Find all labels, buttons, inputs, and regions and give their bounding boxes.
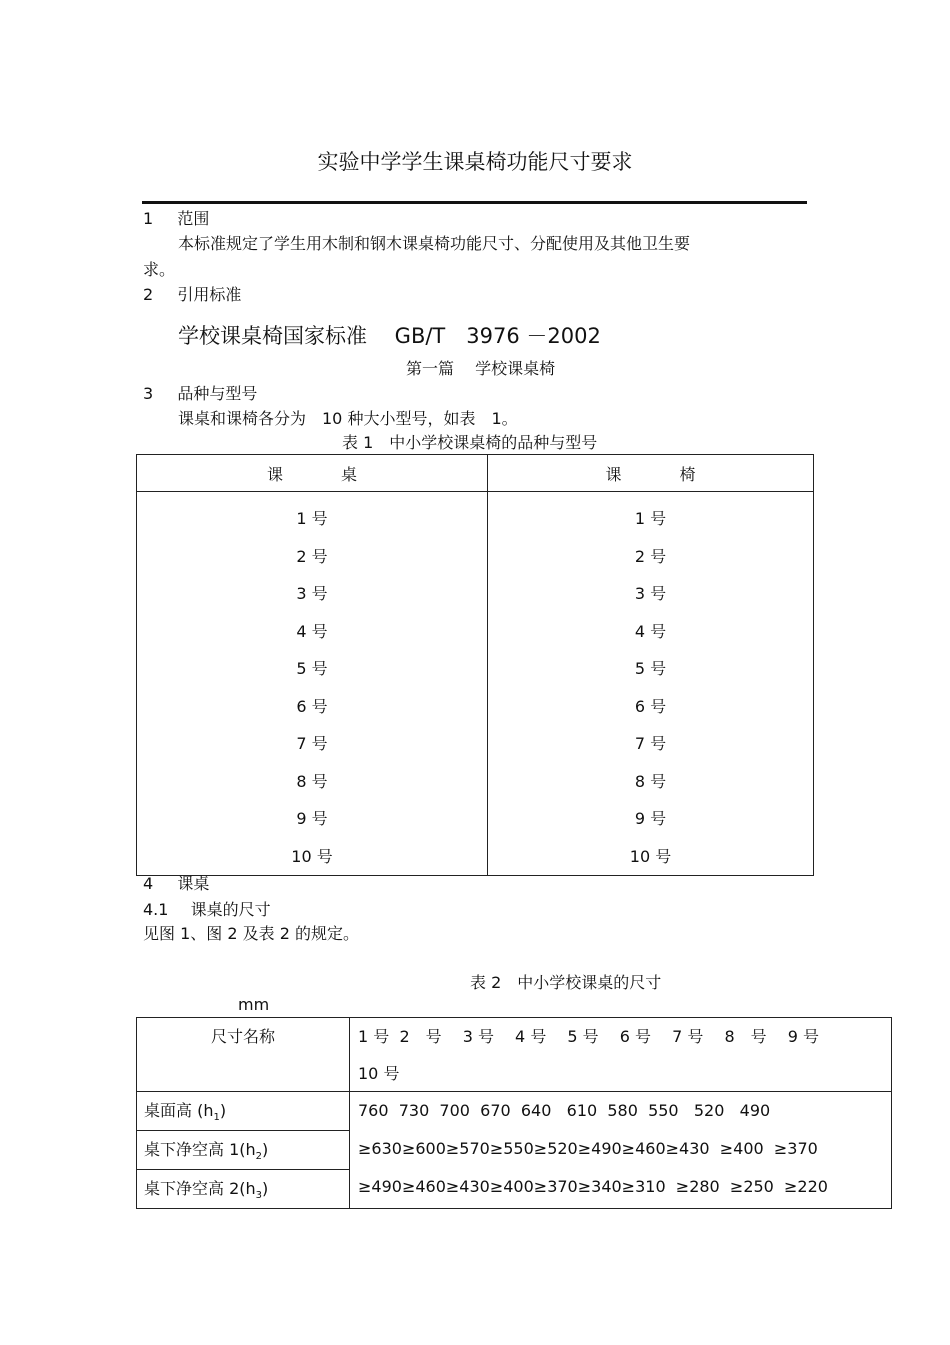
section-title: 范围 bbox=[177, 209, 210, 228]
header-char: 课 bbox=[266, 464, 283, 484]
row-name bbox=[137, 1092, 350, 1131]
list-item: 3 号 bbox=[296, 584, 328, 603]
list-item: 9 号 bbox=[296, 809, 328, 828]
table-row bbox=[137, 1092, 892, 1131]
list-item: 7 号 bbox=[296, 734, 328, 753]
list-item: 5 号 bbox=[296, 659, 328, 678]
header-models bbox=[350, 1018, 892, 1092]
table-2-header-row bbox=[137, 1018, 892, 1092]
row-name-sub: 2 bbox=[255, 1151, 263, 1163]
list-item: 1 号 bbox=[634, 509, 667, 528]
section-4-1-heading bbox=[143, 897, 271, 920]
table-2-caption: 表 2 中小学校课桌的尺寸 bbox=[470, 973, 662, 992]
row-values-3: ≥490≥460≥430≥400≥370≥340≥310 ≥280 ≥250 ≥220 bbox=[358, 1177, 828, 1196]
section-1-heading bbox=[143, 206, 209, 229]
title-divider bbox=[142, 201, 807, 204]
header-desk bbox=[137, 455, 488, 492]
row-name-sub: 1 bbox=[213, 1112, 220, 1124]
row-name-close: ) bbox=[262, 1140, 269, 1159]
list-item: 4 号 bbox=[296, 621, 328, 641]
row-name-text: 桌下净空高 1(h bbox=[144, 1140, 256, 1159]
section-number: 4 bbox=[143, 874, 154, 893]
header-models-line1: 1 号 2 号 3 号 4 号 5 号 6 号 7 号 8 号 9 号 bbox=[358, 1027, 819, 1046]
row-values-1: 760 730 700 670 640 610 580 550 520 490 bbox=[358, 1101, 771, 1120]
section-1-body-line1: 本标准规定了学生用木制和钢木课桌椅功能尺寸、分配使用及其他卫生要 bbox=[178, 234, 691, 253]
list-item: 9 号 bbox=[634, 809, 667, 828]
row-name-close: ) bbox=[219, 1101, 227, 1120]
header-label: 尺寸名称 bbox=[210, 1027, 275, 1046]
section-4-1-body: 见图 1、图 2 及表 2 的规定。 bbox=[143, 924, 359, 943]
row-name-text: 桌面高 (h bbox=[144, 1101, 214, 1120]
section-number: 2 bbox=[143, 285, 154, 304]
section-title: 课桌的尺寸 bbox=[190, 900, 271, 919]
list-item: 3 号 bbox=[634, 584, 667, 603]
list-item: 8 号 bbox=[296, 771, 328, 791]
list-item: 10 号 bbox=[629, 846, 672, 866]
section-number: 4.1 bbox=[143, 900, 169, 919]
table-2 bbox=[136, 1017, 892, 1209]
section-title: 引用标准 bbox=[177, 285, 242, 304]
standard-reference: 学校课桌椅国家标准 GB/T 3976 －2002 bbox=[178, 324, 601, 348]
table-1-body-row bbox=[137, 492, 814, 876]
list-item: 8 号 bbox=[634, 771, 667, 791]
row-name bbox=[137, 1131, 350, 1170]
section-number: 3 bbox=[143, 384, 154, 403]
list-item: 1 号 bbox=[296, 509, 328, 528]
section-3-body: 课桌和课椅各分为 10 种大小型号，如表 1。 bbox=[178, 409, 518, 428]
section-1-body-line2: 求。 bbox=[143, 260, 176, 279]
row-name-text: 桌下净空高 2(h bbox=[144, 1179, 256, 1198]
section-2-heading bbox=[143, 282, 241, 305]
row-name-sub: 3 bbox=[255, 1190, 263, 1202]
section-title: 品种与型号 bbox=[177, 384, 258, 403]
list-item: 6 号 bbox=[296, 696, 328, 716]
section-3-heading bbox=[143, 381, 257, 404]
list-item: 2 号 bbox=[296, 546, 328, 566]
header-char: 课 bbox=[605, 464, 622, 484]
section-number: 1 bbox=[143, 209, 154, 228]
header-models-line2: 10 号 bbox=[358, 1064, 400, 1083]
chair-column bbox=[488, 492, 814, 876]
row-name-close: ) bbox=[262, 1179, 269, 1198]
section-4-heading bbox=[143, 871, 209, 894]
desk-column bbox=[137, 492, 488, 876]
header-char: 桌 bbox=[341, 464, 358, 484]
table-1-caption: 表 1 中小学校课桌椅的品种与型号 bbox=[342, 433, 598, 452]
section-title: 课桌 bbox=[177, 874, 210, 893]
list-item: 10 号 bbox=[291, 846, 333, 866]
document-title: 实验中学学生课桌椅功能尺寸要求 bbox=[317, 150, 633, 174]
list-item: 7 号 bbox=[634, 734, 667, 753]
part-title: 第一篇 学校课桌椅 bbox=[406, 359, 556, 378]
row-name bbox=[137, 1170, 350, 1209]
header-size-name bbox=[137, 1018, 350, 1092]
list-item: 6 号 bbox=[634, 696, 667, 716]
list-item: 2 号 bbox=[634, 546, 667, 566]
header-char: 椅 bbox=[679, 464, 696, 484]
table-2-unit: mm bbox=[238, 995, 270, 1014]
row-values-2: ≥630≥600≥570≥550≥520≥490≥460≥430 ≥400 ≥370 bbox=[358, 1139, 818, 1158]
table-1-header-row bbox=[137, 455, 814, 492]
list-item: 4 号 bbox=[634, 621, 667, 641]
list-item: 5 号 bbox=[634, 659, 667, 678]
row-values bbox=[350, 1092, 892, 1209]
table-1 bbox=[136, 454, 814, 876]
header-chair bbox=[488, 455, 814, 492]
